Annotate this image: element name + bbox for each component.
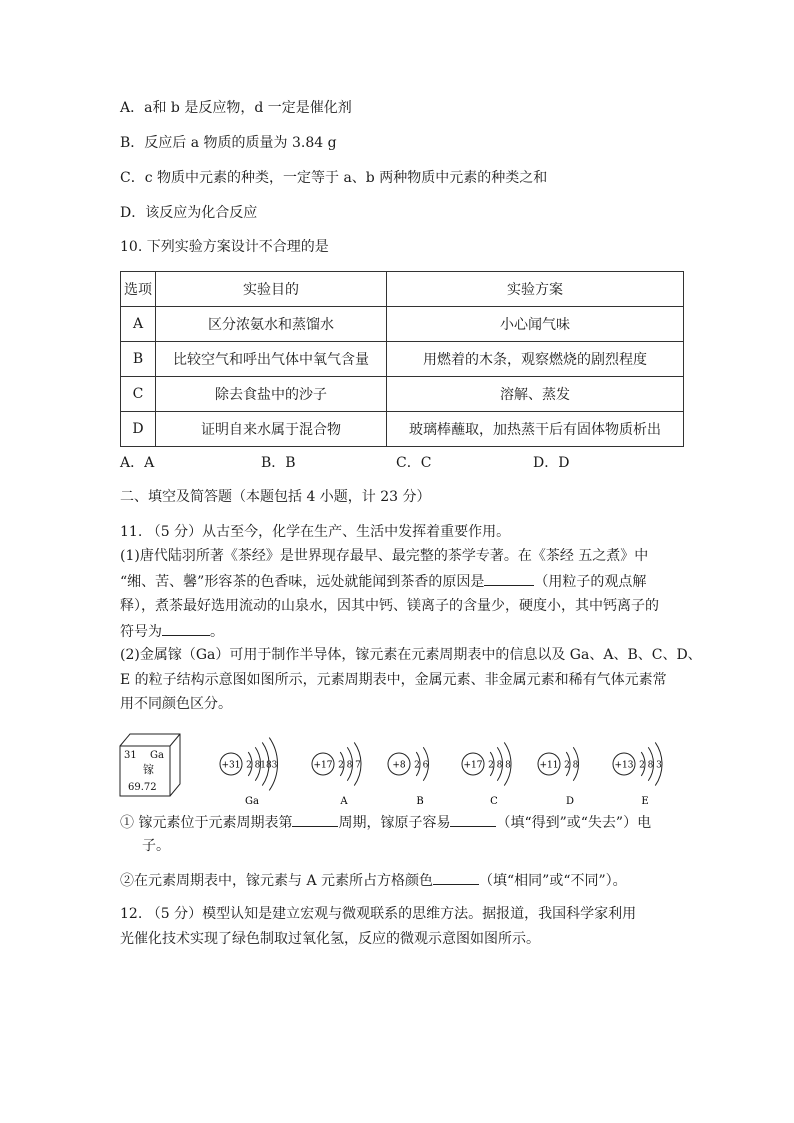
table-cell: 玻璃棒蘸取，加热蒸干后有固体物质析出	[387, 412, 684, 447]
particle-label: A	[340, 796, 348, 807]
table-header: 实验目的	[156, 272, 387, 307]
particle-label: E	[641, 796, 649, 807]
electron-count: 2	[414, 760, 420, 771]
q11-part1-line3: 释），煮茶最好选用流动的山泉水，因其中钙、镁离子的含量少，硬度小，其中钙离子的	[120, 598, 659, 614]
table-cell: D	[121, 412, 156, 447]
q9-option-d: D．该反应为化合反应	[120, 205, 258, 221]
electron-count: 2	[639, 760, 645, 771]
table-cell: C	[121, 377, 156, 412]
table-header-row	[121, 272, 684, 307]
electron-count: 8	[505, 760, 511, 771]
q11-part2-line3: 用不同颜色区分。	[120, 696, 232, 712]
table-cell: 比较空气和呼出气体中氧气含量	[156, 342, 387, 377]
q11-part1-line4: 符号为 。	[120, 621, 224, 642]
electron-count: 8	[647, 760, 654, 771]
table-row	[121, 412, 684, 447]
q11-part1-line2: “缃、苦、馨”形容茶的色香味，远处就能闻到茶香的原因是 （用粒子的观点解	[120, 571, 646, 592]
electron-count: 6	[422, 760, 429, 771]
particle-structure-svg	[118, 722, 678, 812]
table-cell: 溶解、蒸发	[387, 377, 684, 412]
particle-label: C	[490, 796, 498, 807]
particle-structure-figure	[118, 722, 678, 812]
electron-count: 2	[564, 760, 570, 771]
particle-diagram-d	[538, 747, 579, 807]
table-header: 实验方案	[387, 272, 684, 307]
q9-option-c: C．c 物质中元素的种类，一定等于 a、b 两种物质中元素的种类之和	[120, 170, 548, 186]
particle-label: Ga	[245, 796, 259, 807]
nucleus-charge: +17	[313, 760, 333, 771]
table-row	[121, 307, 684, 342]
element-name: 镓	[143, 763, 154, 776]
particle-diagrams	[220, 738, 662, 807]
nucleus-charge: +31	[221, 760, 241, 771]
section-heading: 二、填空及简答题（本题包括 4 小题，计 23 分）	[120, 489, 431, 505]
electron-count: 7	[355, 760, 361, 771]
electron-count: 2	[488, 760, 494, 771]
q11-sub1-line2: 子。	[142, 838, 170, 854]
q10-answer-b: B．B	[261, 455, 296, 471]
table-cell: B	[121, 342, 156, 377]
electron-count: 8	[254, 760, 261, 771]
answer-blank[interactable]	[450, 812, 496, 827]
table-row	[121, 377, 684, 412]
table-cell: 证明自来水属于混合物	[156, 412, 387, 447]
particle-label: D	[565, 796, 575, 807]
table-header: 选项	[121, 272, 156, 307]
q11-sub2: ②在元素周期表中，镓元素与 A 元素所占方格颜色 （填“相同”或“不同”）。	[120, 870, 627, 891]
element-tile	[120, 734, 180, 796]
nucleus-charge: +17	[463, 760, 483, 771]
table-cell: 小心闻气味	[387, 307, 684, 342]
q11-sub1-line1: ① 镓元素位于元素周期表第 周期，镓原子容易 （填“得到”或“失去”）电	[120, 812, 651, 833]
atomic-number: 31	[124, 750, 137, 761]
nucleus-charge: +11	[539, 760, 559, 771]
q11-part2-line2: E 的粒子结构示意图如图所示，元素周期表中，金属元素、非金属元素和稀有气体元素常	[120, 672, 667, 688]
table-row	[121, 342, 684, 377]
q12-line1: 12. （5 分）模型认知是建立宏观与微观联系的思维方法。据报道，我国科学家利用	[120, 906, 637, 922]
q10-answer-a: A．A	[120, 455, 155, 471]
particle-diagram-ga	[220, 738, 278, 807]
q11-part1-line1: (1)唐代陆羽所著《茶经》是世界现存最早、最完整的茶学专著。在《茶经 五之煮》中	[120, 548, 649, 564]
table-cell: 用燃着的木条，观察燃烧的剧烈程度	[387, 342, 684, 377]
particle-label: B	[416, 796, 424, 807]
electron-count: 8	[346, 760, 353, 771]
electron-count: 3	[271, 760, 278, 771]
electron-count: 8	[496, 760, 503, 771]
q9-option-b: B．反应后 a 物质的质量为 3.84 g	[120, 135, 337, 151]
table-cell: 除去食盐中的沙子	[156, 377, 387, 412]
electron-count: 3	[656, 760, 662, 771]
q12-line2: 光催化技术实现了绿色制取过氧化氢，反应的微观示意图如图所示。	[120, 931, 540, 947]
answer-blank[interactable]	[433, 870, 479, 885]
q10-answer-c: C．C	[396, 455, 432, 471]
atomic-mass: 69.72	[128, 782, 157, 793]
element-symbol: Ga	[150, 750, 164, 761]
q11-stem: 11. （5 分）从古至今，化学在生产、生活中发挥着重要作用。	[120, 524, 511, 540]
table-cell: A	[121, 307, 156, 342]
q10-answer-options	[120, 453, 680, 473]
nucleus-charge: +13	[614, 760, 634, 771]
table-cell: 区分浓氨水和蒸馏水	[156, 307, 387, 342]
q9-option-a: A．a和 b 是反应物，d 一定是催化剂	[120, 100, 352, 116]
answer-blank[interactable]	[484, 571, 534, 586]
nucleus-charge: +8	[392, 760, 406, 771]
answer-blank[interactable]	[162, 621, 210, 636]
electron-count: 2	[246, 760, 252, 771]
q10-answer-d: D．D	[533, 455, 570, 471]
electron-count: 18	[260, 760, 272, 771]
q10-table	[120, 271, 684, 447]
particle-diagram-c	[462, 742, 511, 807]
electron-count: 8	[572, 760, 579, 771]
electron-count: 2	[338, 760, 344, 771]
q10-stem: 10. 下列实验方案设计不合理的是	[120, 239, 329, 255]
particle-diagram-a	[312, 742, 361, 807]
answer-blank[interactable]	[292, 812, 338, 827]
particle-diagram-b	[388, 747, 429, 807]
particle-diagram-e	[613, 742, 662, 807]
q11-part2-line1: (2)金属镓（Ga）可用于制作半导体，镓元素在元素周期表中的信息以及 Ga、A、B、C、D、	[120, 647, 702, 663]
